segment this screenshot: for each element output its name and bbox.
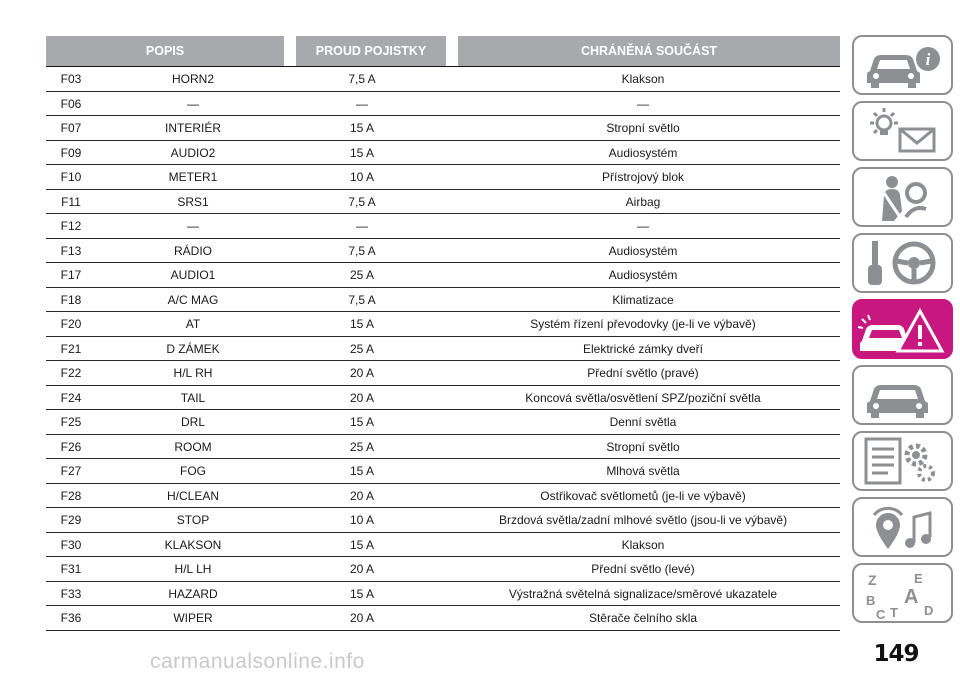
tab-chapter-6[interactable] bbox=[852, 365, 953, 425]
fuse-code-cell: AUDIO2 bbox=[170, 145, 216, 160]
fuse-code-cell: D ZÁMEK bbox=[166, 341, 220, 356]
fuse-code-cell: RÁDIO bbox=[173, 243, 212, 258]
protected-component-cell: Stěrače čelního skla bbox=[588, 611, 698, 625]
fuse-code-cell: SRS1 bbox=[177, 194, 209, 209]
table-row bbox=[46, 557, 840, 582]
protected-component-cell: Ostřikovač světlometů (je-li ve výbavě) bbox=[540, 488, 746, 503]
protected-component-cell: Přístrojový blok bbox=[601, 170, 685, 184]
fuse-id-cell: F29 bbox=[60, 513, 82, 527]
fuse-id-cell: F12 bbox=[60, 219, 82, 233]
protected-component-cell: Přední světlo (pravé) bbox=[587, 366, 699, 380]
seatbelt-airbag-icon bbox=[854, 169, 951, 225]
fuse-code-cell: AUDIO1 bbox=[170, 268, 216, 282]
fuse-current-cell: 7,5 A bbox=[348, 243, 376, 258]
table-row bbox=[46, 606, 840, 631]
fuse-code-cell: H/L LH bbox=[174, 562, 212, 576]
table-header bbox=[46, 36, 840, 67]
header-soucast: CHRÁNĚNÁ SOUČÁST bbox=[580, 44, 718, 58]
alphabet-index-icon bbox=[854, 565, 951, 621]
fuse-current-cell: 20 A bbox=[349, 611, 375, 625]
table-row bbox=[46, 288, 840, 313]
table-row bbox=[46, 116, 840, 141]
table-row bbox=[46, 92, 840, 117]
table-row bbox=[46, 165, 840, 190]
fuse-id-cell: F22 bbox=[60, 366, 82, 380]
tab-chapter-3[interactable] bbox=[852, 167, 953, 227]
fuse-code-cell: KLAKSON bbox=[164, 537, 222, 552]
svg-text:i: i bbox=[925, 50, 931, 69]
header-popis: POPIS bbox=[145, 44, 185, 58]
fuse-table bbox=[46, 36, 840, 631]
fuse-code-cell: AT bbox=[185, 317, 201, 331]
fuse-code-cell: WIPER bbox=[173, 611, 213, 625]
fuse-id-cell: F10 bbox=[60, 170, 82, 184]
fuse-id-cell: F25 bbox=[60, 415, 82, 429]
fuse-current-cell: 15 A bbox=[349, 415, 375, 429]
protected-component-cell: — bbox=[637, 96, 649, 111]
table-row bbox=[46, 190, 840, 215]
fuse-current-cell: — bbox=[356, 96, 368, 111]
tab-chapter-4[interactable] bbox=[852, 233, 953, 293]
fuse-id-cell: F27 bbox=[60, 464, 82, 478]
fuse-id-cell: F30 bbox=[60, 537, 82, 552]
fuse-code-cell: DRL bbox=[180, 415, 205, 429]
fuse-id-cell: F36 bbox=[60, 611, 82, 625]
protected-component-cell: Stropní světlo bbox=[606, 439, 680, 454]
svg-text:Z: Z bbox=[868, 572, 877, 588]
table-row bbox=[46, 484, 840, 509]
tab-chapter-9[interactable] bbox=[852, 563, 953, 623]
fuse-current-cell: 20 A bbox=[349, 488, 375, 503]
fuse-current-cell: 15 A bbox=[349, 464, 375, 478]
car-info-icon bbox=[854, 37, 951, 93]
protected-component-cell: Elektrické zámky dveří bbox=[582, 341, 704, 356]
table-body bbox=[46, 67, 840, 631]
fuse-current-cell: 7,5 A bbox=[348, 292, 376, 307]
watermark: carmanualsonline.info bbox=[150, 650, 365, 673]
fuse-code-cell: STOP bbox=[176, 513, 210, 527]
svg-text:D: D bbox=[924, 603, 934, 618]
fuse-code-cell: TAIL bbox=[180, 390, 206, 405]
fuse-code-cell: — bbox=[187, 96, 199, 111]
fuse-id-cell: F21 bbox=[60, 341, 82, 356]
car-emergency-warning-icon bbox=[854, 301, 951, 357]
document-gears-icon bbox=[854, 433, 951, 489]
fuse-id-cell: F17 bbox=[60, 268, 82, 282]
fuse-current-cell: 25 A bbox=[349, 439, 375, 454]
fuse-current-cell: 7,5 A bbox=[348, 72, 376, 86]
fuse-id-cell: F03 bbox=[60, 72, 82, 86]
protected-component-cell: Mlhová světla bbox=[606, 464, 680, 478]
fuse-id-cell: F07 bbox=[60, 121, 82, 135]
fuse-current-cell: 20 A bbox=[349, 562, 375, 576]
table-row bbox=[46, 337, 840, 362]
table-row bbox=[46, 141, 840, 166]
table-row bbox=[46, 533, 840, 558]
protected-component-cell: Audiosystém bbox=[608, 145, 678, 160]
fuse-id-cell: F06 bbox=[60, 96, 82, 111]
protected-component-cell: Audiosystém bbox=[608, 268, 678, 282]
fuse-current-cell: 25 A bbox=[349, 341, 375, 356]
fuse-code-cell: INTERIÉR bbox=[164, 121, 221, 135]
fuse-id-cell: F11 bbox=[61, 194, 81, 209]
header-separator bbox=[284, 36, 296, 66]
fuse-current-cell: — bbox=[356, 219, 368, 233]
table-row bbox=[46, 410, 840, 435]
protected-component-cell: Výstražná světelná signalizace/směrové ukazatele bbox=[508, 586, 778, 601]
svg-text:A: A bbox=[904, 586, 919, 608]
protected-component-cell: Systém řízení převodovky (je-li ve výbavě) bbox=[530, 317, 756, 331]
protected-component-cell: Audiosystém bbox=[608, 243, 678, 258]
table-row bbox=[46, 312, 840, 337]
fuse-current-cell: 7,5 A bbox=[348, 194, 376, 209]
fuse-id-cell: F33 bbox=[60, 586, 82, 601]
table-row bbox=[46, 435, 840, 460]
fuse-id-cell: F20 bbox=[60, 317, 82, 331]
fuse-code-cell: H/L RH bbox=[173, 366, 213, 380]
protected-component-cell: Stropní světlo bbox=[606, 121, 680, 135]
page-number: 149 bbox=[873, 641, 919, 667]
multimedia-navigation-icon bbox=[854, 499, 951, 555]
table-row bbox=[46, 263, 840, 288]
tab-chapter-2[interactable] bbox=[852, 101, 953, 161]
tab-chapter-8[interactable] bbox=[852, 497, 953, 557]
fuse-id-cell: F28 bbox=[60, 488, 82, 503]
fuse-id-cell: F31 bbox=[60, 562, 82, 576]
svg-text:C: C bbox=[876, 607, 886, 621]
svg-text:T: T bbox=[890, 605, 898, 620]
fuse-current-cell: 15 A bbox=[349, 145, 375, 160]
car-maintenance-icon bbox=[854, 367, 951, 423]
fuse-current-cell: 15 A bbox=[349, 537, 375, 552]
protected-component-cell: Klakson bbox=[621, 537, 665, 552]
fuse-code-cell: ROOM bbox=[174, 439, 212, 454]
protected-component-cell: — bbox=[637, 219, 649, 233]
fuse-id-cell: F09 bbox=[60, 145, 82, 160]
fuse-current-cell: 15 A bbox=[349, 317, 375, 331]
table-row bbox=[46, 582, 840, 607]
protected-component-cell: Klimatizace bbox=[612, 292, 674, 307]
table-row bbox=[46, 508, 840, 533]
fuse-current-cell: 20 A bbox=[349, 390, 375, 405]
fuse-current-cell: 10 A bbox=[349, 513, 375, 527]
fuse-code-cell: METER1 bbox=[168, 170, 218, 184]
tab-chapter-1[interactable] bbox=[852, 35, 953, 95]
protected-component-cell: Brzdová světla/zadní mlhové světlo (jsou-li ve výbavě) bbox=[498, 513, 788, 527]
tab-chapter-7[interactable] bbox=[852, 431, 953, 491]
fuse-code-cell: FOG bbox=[180, 464, 206, 478]
protected-component-cell: Přední světlo (levé) bbox=[591, 562, 695, 576]
table-row bbox=[46, 361, 840, 386]
svg-text:E: E bbox=[914, 571, 923, 586]
fuse-code-cell: — bbox=[187, 219, 199, 233]
fuse-current-cell: 15 A bbox=[349, 121, 375, 135]
protected-component-cell: Denní světla bbox=[609, 415, 677, 429]
warning-lights-message-icon bbox=[854, 103, 951, 159]
fuse-current-cell: 10 A bbox=[349, 170, 375, 184]
fuse-id-cell: F24 bbox=[60, 390, 82, 405]
fuse-current-cell: 15 A bbox=[349, 586, 375, 601]
key-steering-wheel-icon bbox=[854, 235, 951, 291]
header-separator bbox=[446, 36, 458, 66]
table-row bbox=[46, 459, 840, 484]
table-row bbox=[46, 67, 840, 92]
table-row bbox=[46, 386, 840, 411]
table-row bbox=[46, 239, 840, 264]
header-proud: PROUD POJISTKY bbox=[315, 44, 427, 58]
fuse-current-cell: 20 A bbox=[349, 366, 375, 380]
table-row bbox=[46, 214, 840, 239]
fuse-id-cell: F26 bbox=[60, 439, 82, 454]
tab-chapter-5-active[interactable] bbox=[852, 299, 953, 359]
fuse-code-cell: A/C MAG bbox=[167, 292, 219, 307]
fuse-code-cell: HAZARD bbox=[168, 586, 218, 601]
fuse-code-cell: H/CLEAN bbox=[166, 488, 219, 503]
fuse-id-cell: F18 bbox=[60, 292, 82, 307]
fuse-id-cell: F13 bbox=[60, 243, 82, 258]
svg-text:B: B bbox=[866, 593, 876, 608]
fuse-code-cell: HORN2 bbox=[171, 72, 214, 86]
protected-component-cell: Koncová světla/osvětlení SPZ/poziční světla bbox=[525, 390, 761, 405]
fuse-current-cell: 25 A bbox=[349, 268, 375, 282]
protected-component-cell: Airbag bbox=[625, 194, 661, 209]
protected-component-cell: Klakson bbox=[621, 72, 665, 86]
